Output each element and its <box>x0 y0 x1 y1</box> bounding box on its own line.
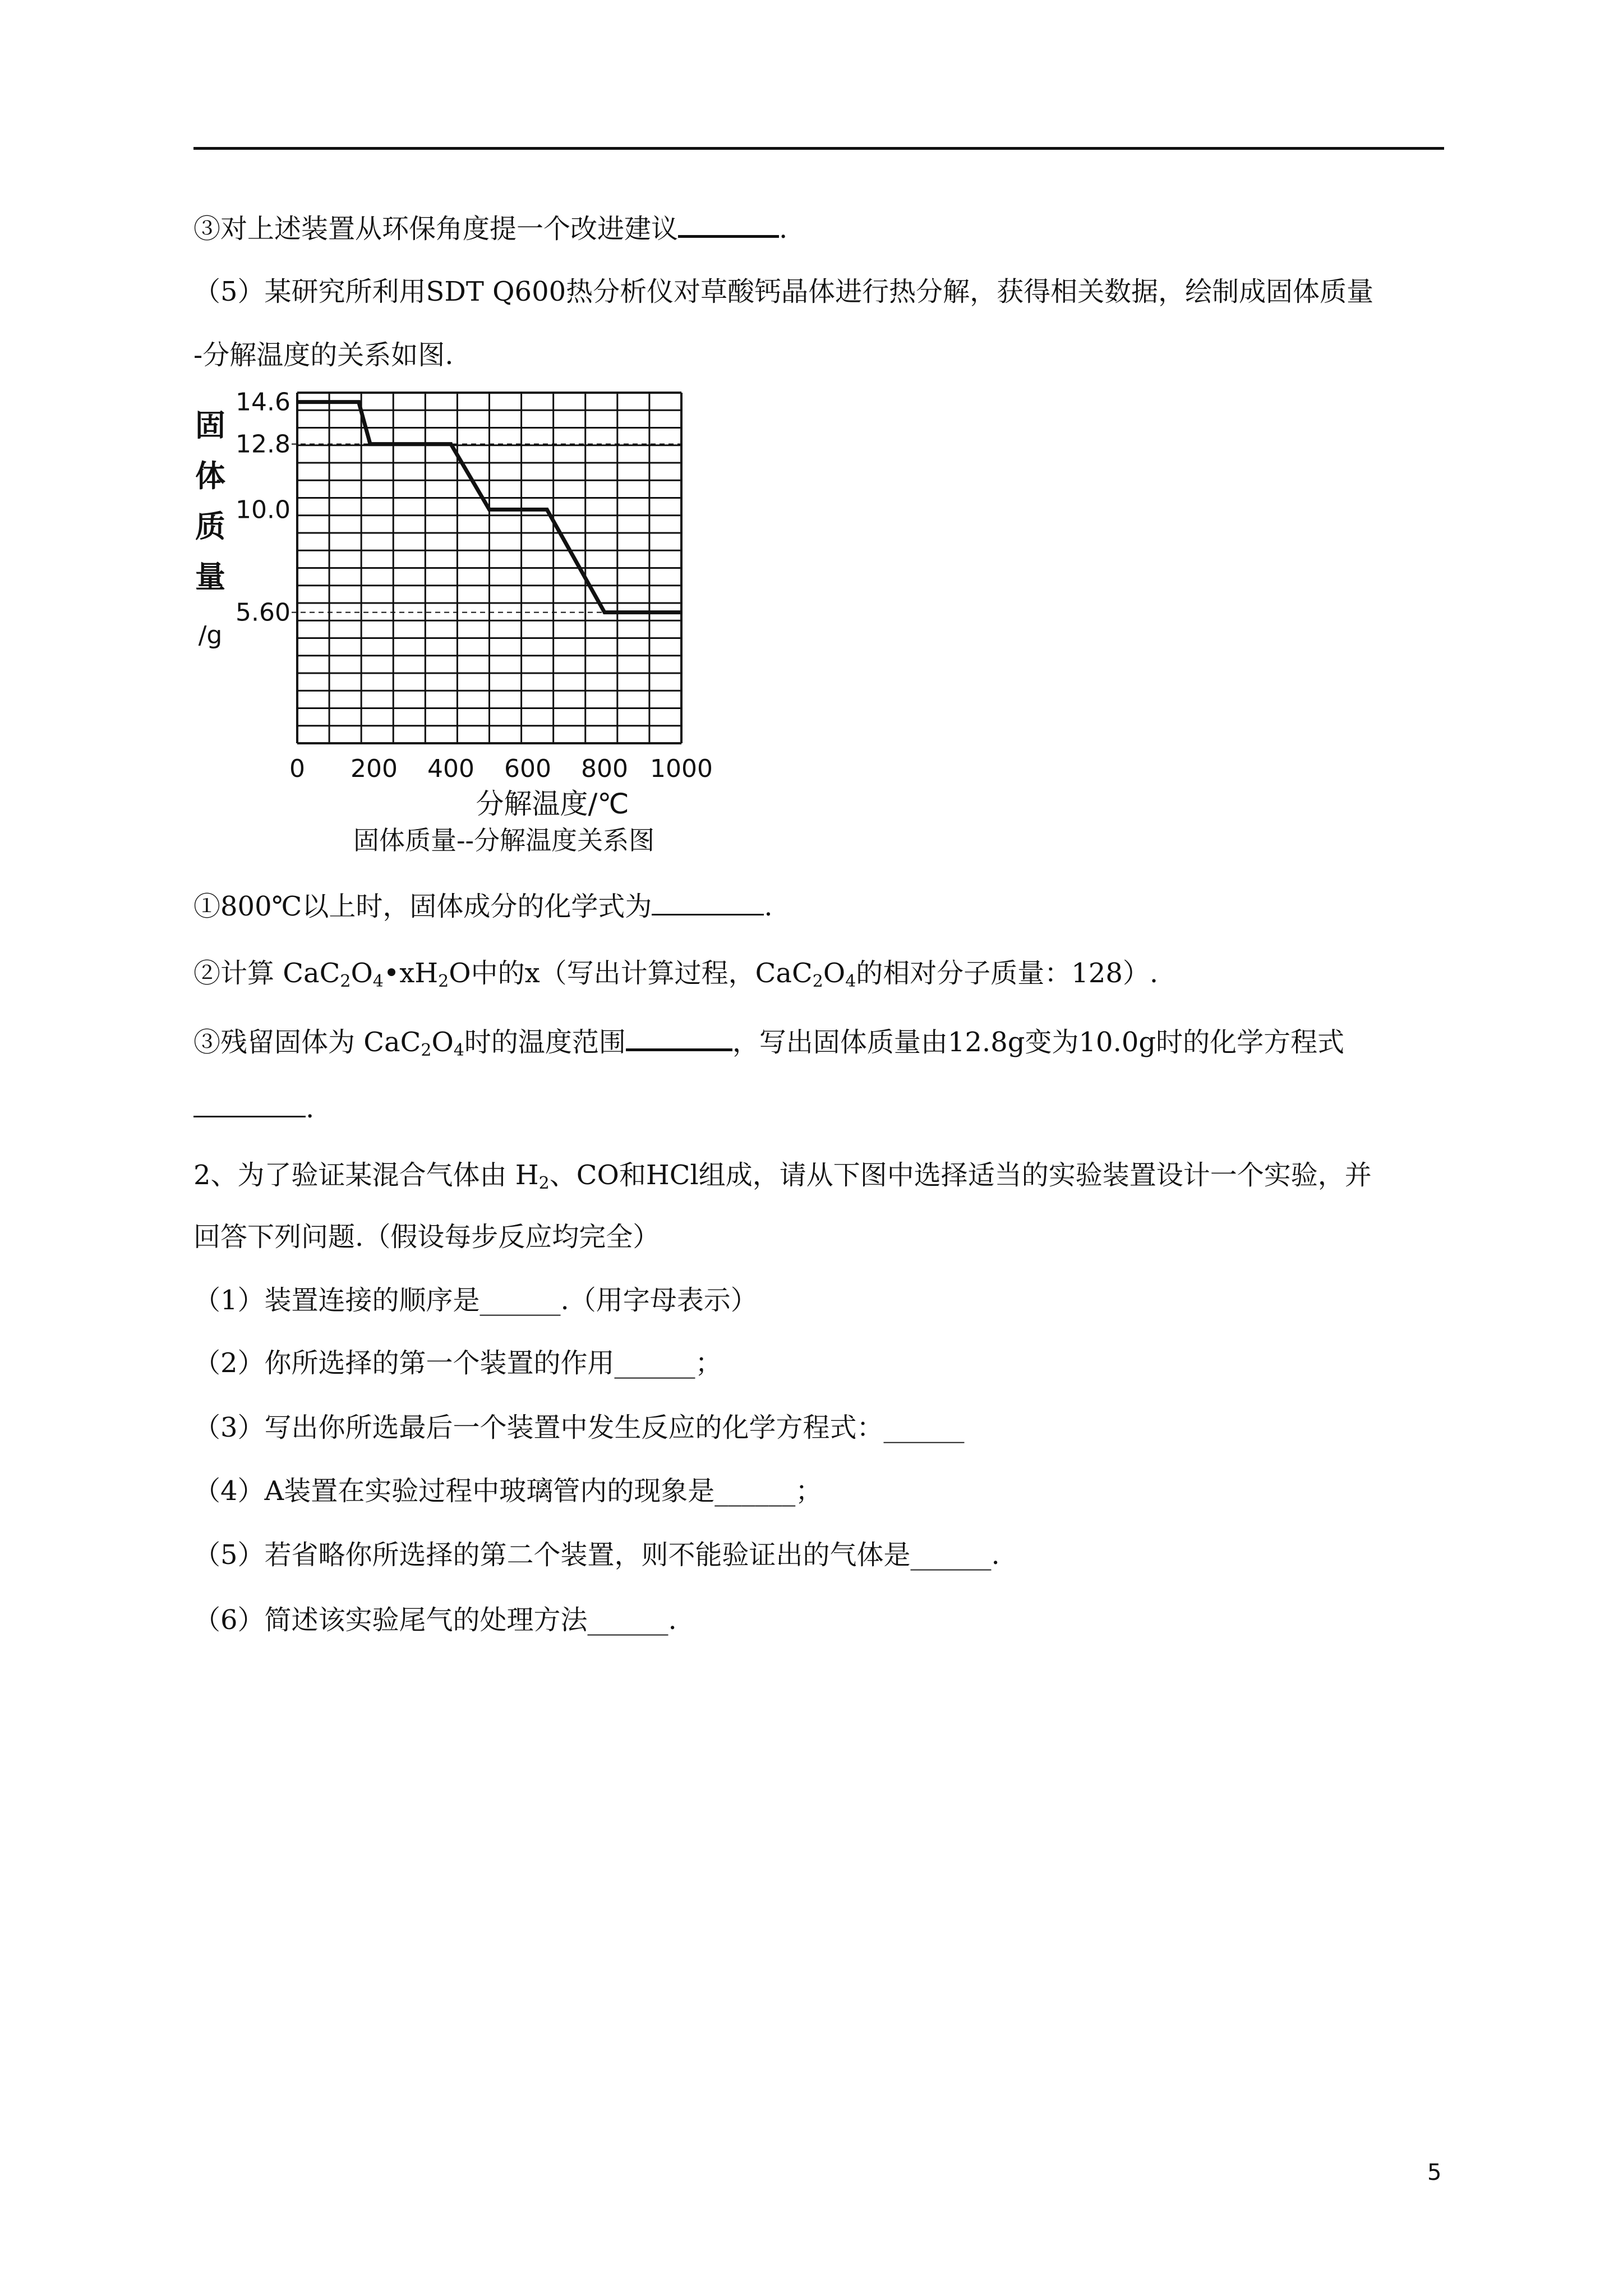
q3-end: . <box>306 1093 315 1124</box>
question-2 <box>193 956 1158 990</box>
answer-blank[interactable] <box>652 889 764 915</box>
y-tick-label: 14.6 <box>236 388 291 417</box>
y-label-char: 固 <box>195 408 225 443</box>
question-3 <box>193 1024 1344 1059</box>
x-tick-label: 200 <box>351 754 398 783</box>
mass-temperature-chart <box>185 373 735 822</box>
y-axis-label <box>195 408 225 650</box>
answer-blank[interactable] <box>193 1091 306 1117</box>
subscript: 4 <box>453 1041 464 1060</box>
y-tick-labels <box>236 388 291 627</box>
sub-question-1 <box>193 1283 758 1317</box>
q3-text-d: ，写出固体质量由12.8g变为10.0g时的化学方程式 <box>732 1027 1345 1058</box>
subscript: 2 <box>538 1174 550 1193</box>
question-1 <box>193 889 773 923</box>
x-tick-label: 800 <box>581 754 628 783</box>
q2-text-f: 的相对分子质量：128）. <box>856 958 1159 989</box>
page-number: 5 <box>1427 2160 1442 2185</box>
q2-text-c: •xH <box>383 958 439 989</box>
line2-text: （5）某研究所利用SDT Q600热分析仪对草酸钙晶体进行热分解，获得相关数据，绘制成固体质量 <box>193 276 1374 307</box>
p2-text-a: 2、为了验证某混合气体由 H <box>193 1159 539 1191</box>
subscript: 2 <box>438 972 449 991</box>
p2-text-c: 回答下列问题.（假设每步反应均完全） <box>193 1221 660 1253</box>
header-rule <box>193 147 1444 150</box>
text-line-2 <box>193 275 1373 309</box>
y-label-char: 质 <box>195 509 225 544</box>
x-axis-label: 分解温度/℃ <box>476 788 629 820</box>
s1-text: （1）装置连接的顺序是______.（用字母表示） <box>193 1285 758 1316</box>
q3-text-c: 时的温度范围 <box>464 1027 626 1058</box>
p2-text-b: 、CO和HCl组成，请从下图中选择适当的实验装置设计一个实验，并 <box>549 1159 1372 1191</box>
subscript: 2 <box>340 972 351 991</box>
q1-text: ①800℃以上时，固体成分的化学式为 <box>193 891 652 922</box>
x-tick-label: 1000 <box>650 754 713 783</box>
sub-question-6 <box>193 1603 677 1637</box>
q2-text-b: O <box>351 958 373 989</box>
x-tick-label: 400 <box>427 754 474 783</box>
line1-end: . <box>779 213 788 245</box>
q2-text-d: O中的x（写出计算过程，CaC <box>449 958 813 989</box>
sub-question-5 <box>193 1538 1000 1572</box>
text-line-3 <box>193 338 453 372</box>
x-tick-label: 0 <box>289 754 305 783</box>
chart-reference-lines <box>292 444 681 613</box>
y-tick-label: 10.0 <box>236 495 291 524</box>
q3-text-b: O <box>431 1027 454 1058</box>
problem-2-cont <box>193 1220 660 1254</box>
problem-2 <box>193 1158 1372 1192</box>
answer-blank[interactable] <box>678 210 779 238</box>
question-3-cont <box>193 1091 314 1125</box>
line1-text: ③对上述装置从环保角度提一个改进建议 <box>193 213 679 245</box>
y-tick-label: 12.8 <box>236 430 291 459</box>
subscript: 4 <box>845 972 856 991</box>
y-label-char: 量 <box>195 559 225 595</box>
y-label-unit: /g <box>198 621 223 650</box>
chart-caption: 固体质量--分解温度关系图 <box>353 825 655 855</box>
line3-text: -分解温度的关系如图. <box>193 339 454 371</box>
y-tick-label: 5.60 <box>236 598 291 627</box>
text-line-1 <box>193 210 787 246</box>
sub-question-4 <box>193 1474 822 1508</box>
sub-question-3 <box>193 1411 965 1444</box>
subscript: 2 <box>812 972 823 991</box>
s5-text: （5）若省略你所选择的第二个装置，则不能验证出的气体是______. <box>193 1539 1000 1571</box>
subscript: 2 <box>421 1041 432 1060</box>
q1-end: . <box>764 891 773 922</box>
s3-text: （3）写出你所选最后一个装置中发生反应的化学方程式：______ <box>193 1412 965 1443</box>
s6-text: （6）简述该实验尾气的处理方法______. <box>193 1604 677 1636</box>
y-label-char: 体 <box>195 458 225 494</box>
q2-text-e: O <box>823 958 846 989</box>
sub-question-2 <box>193 1346 722 1380</box>
x-tick-label: 600 <box>504 754 551 783</box>
x-tick-labels <box>289 754 713 783</box>
s2-text: （2）你所选择的第一个装置的作用______； <box>193 1347 722 1379</box>
chart-grid <box>297 393 681 743</box>
q3-text-a: ③残留固体为 CaC <box>193 1027 421 1058</box>
answer-blank[interactable] <box>626 1024 732 1051</box>
q2-text-a: ②计算 CaC <box>193 958 340 989</box>
subscript: 4 <box>372 972 384 991</box>
s4-text: （4）A装置在实验过程中玻璃管内的现象是______； <box>193 1475 823 1507</box>
